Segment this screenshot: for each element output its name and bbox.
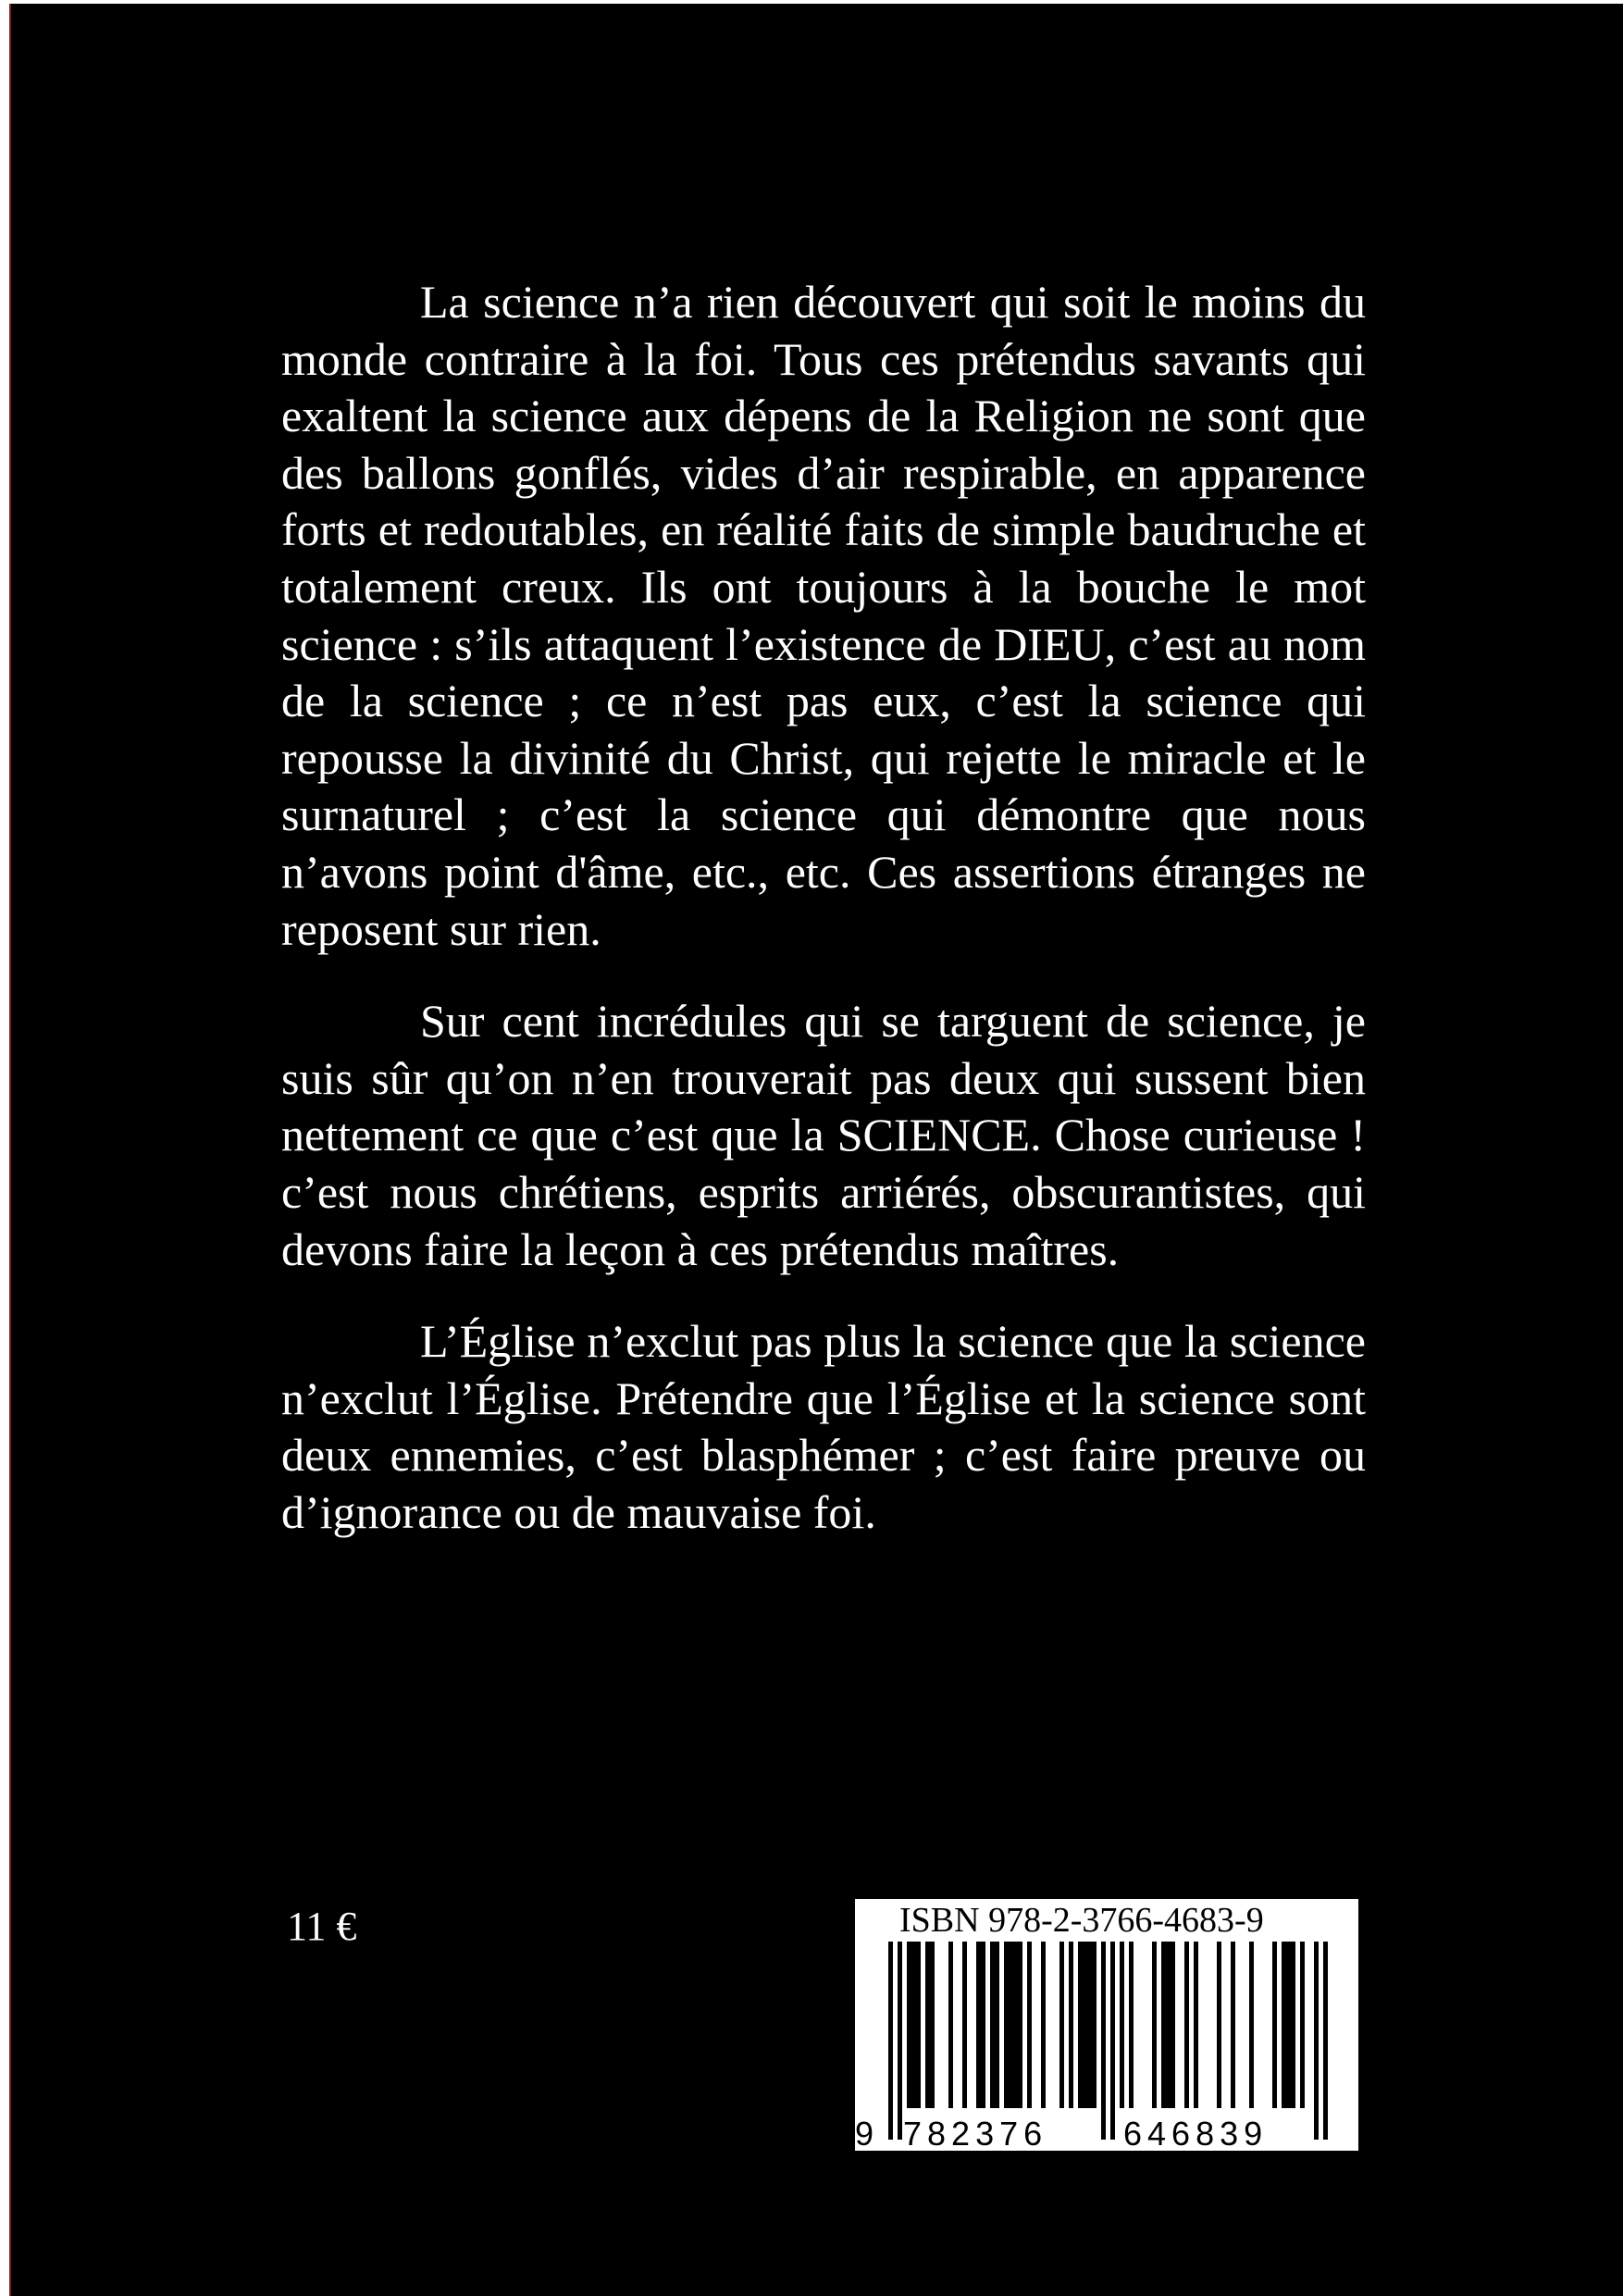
barcode-bar bbox=[1286, 1942, 1291, 2108]
barcode-digits-left: 782376 bbox=[903, 2115, 1048, 2151]
barcode-bar bbox=[1282, 1942, 1286, 2108]
barcode-bar bbox=[925, 1942, 930, 2108]
barcode-bar bbox=[1083, 1942, 1087, 2108]
barcode-bar bbox=[1272, 1942, 1277, 2108]
barcode-bar bbox=[888, 1942, 893, 2140]
barcode-bar bbox=[1166, 1942, 1171, 2108]
barcode-bar bbox=[1323, 1942, 1328, 2140]
barcode-bar bbox=[1300, 1942, 1305, 2108]
barcode-bar bbox=[1041, 1942, 1046, 2108]
price-label: 11 € bbox=[287, 1904, 357, 1949]
blurb-text bbox=[281, 274, 1366, 1576]
barcode-digit-first: 9 bbox=[855, 2115, 874, 2151]
barcode-digits-right: 646839 bbox=[1123, 2115, 1269, 2151]
barcode-bar bbox=[1194, 1942, 1198, 2108]
barcode-bar bbox=[1059, 1942, 1064, 2108]
barcode-bar bbox=[1120, 1942, 1124, 2108]
barcode-bar bbox=[1027, 1942, 1032, 2108]
blurb-paragraph-2: Sur cent incrédules qui se targuent de science, je suis sûr qu’on n’en trouverait pas deux qui sussent bien nettement ce que c’est que la SCIENCE. Chose curieuse ! c’est nous chrétiens, esprits arriérés, obscurantistes, qui devons faire la leçon à ces prétendus maîtres. bbox=[281, 995, 1366, 1275]
barcode-bar bbox=[1018, 1942, 1022, 2108]
barcode-bar bbox=[907, 1942, 911, 2108]
barcode-bar bbox=[1217, 1942, 1221, 2108]
back-cover bbox=[9, 4, 1623, 2296]
barcode-bar bbox=[1129, 1942, 1134, 2108]
barcode-bar bbox=[1249, 1942, 1254, 2108]
barcode-bar bbox=[1069, 1942, 1073, 2108]
barcode-bar bbox=[1171, 1942, 1175, 2108]
barcode-bar bbox=[1231, 1942, 1235, 2108]
blurb-paragraph-1: La science n’a rien découvert qui soit le moins du monde contraire à la foi. Tous ces prétendus savants qui exaltent la science aux dépens de la Religion ne sont que des ballons gonflés, vides d’air respirable, en apparence forts et redoutables, en réalité faits de simple baudruche et totalement creux. Ils ont toujours à la bouche le mot science : s’ils attaquent l’existence de DIEU, c’est au nom de la science ; ce n’est pas eux, c’est la science qui repousse la divinité du Christ, qui rejette le miracle et le surnaturel ; c’est la science qui démontre que nous n’avons point d'âme, etc., etc. Ces assertions étranges ne reposent sur rien. bbox=[281, 276, 1366, 955]
isbn-barcode bbox=[855, 1899, 1358, 2151]
barcode-bar bbox=[962, 1942, 967, 2108]
barcode-bar bbox=[1110, 1942, 1115, 2140]
barcode-bar bbox=[1087, 1942, 1092, 2108]
barcode-bars bbox=[855, 1899, 1358, 2151]
barcode-bar bbox=[898, 1942, 902, 2140]
blurb-paragraph-3: L’Église n’exclut pas plus la science que la science n’exclut l’Église. Prétendre que l’Église et la science sont deux ennemies, c’est blasphémer ; c’est faire preuve ou d’ignorance ou de mauvaise foi. bbox=[281, 1315, 1366, 1538]
barcode-bar bbox=[948, 1942, 953, 2108]
barcode-bar bbox=[995, 1942, 999, 2108]
barcode-bar bbox=[1004, 1942, 1009, 2108]
barcode-bar bbox=[1291, 1942, 1295, 2108]
barcode-bar bbox=[1013, 1942, 1018, 2108]
barcode-bar bbox=[981, 1942, 985, 2108]
barcode-bar bbox=[911, 1942, 916, 2108]
barcode-bar bbox=[976, 1942, 981, 2108]
barcode-bar bbox=[930, 1942, 935, 2108]
barcode-bar bbox=[1009, 1942, 1013, 2108]
barcode-bar bbox=[1184, 1942, 1189, 2108]
barcode-bar bbox=[1101, 1942, 1106, 2140]
barcode-bar bbox=[1314, 1942, 1319, 2140]
barcode-bar bbox=[1092, 1942, 1096, 2108]
barcode-bar bbox=[1078, 1942, 1083, 2108]
barcode-bar bbox=[1161, 1942, 1166, 2108]
isbn-label: ISBN 978-2-3766-4683-9 bbox=[899, 1901, 1264, 1940]
barcode-bar bbox=[990, 1942, 995, 2108]
barcode-bar bbox=[1152, 1942, 1157, 2108]
barcode-bar bbox=[916, 1942, 921, 2108]
